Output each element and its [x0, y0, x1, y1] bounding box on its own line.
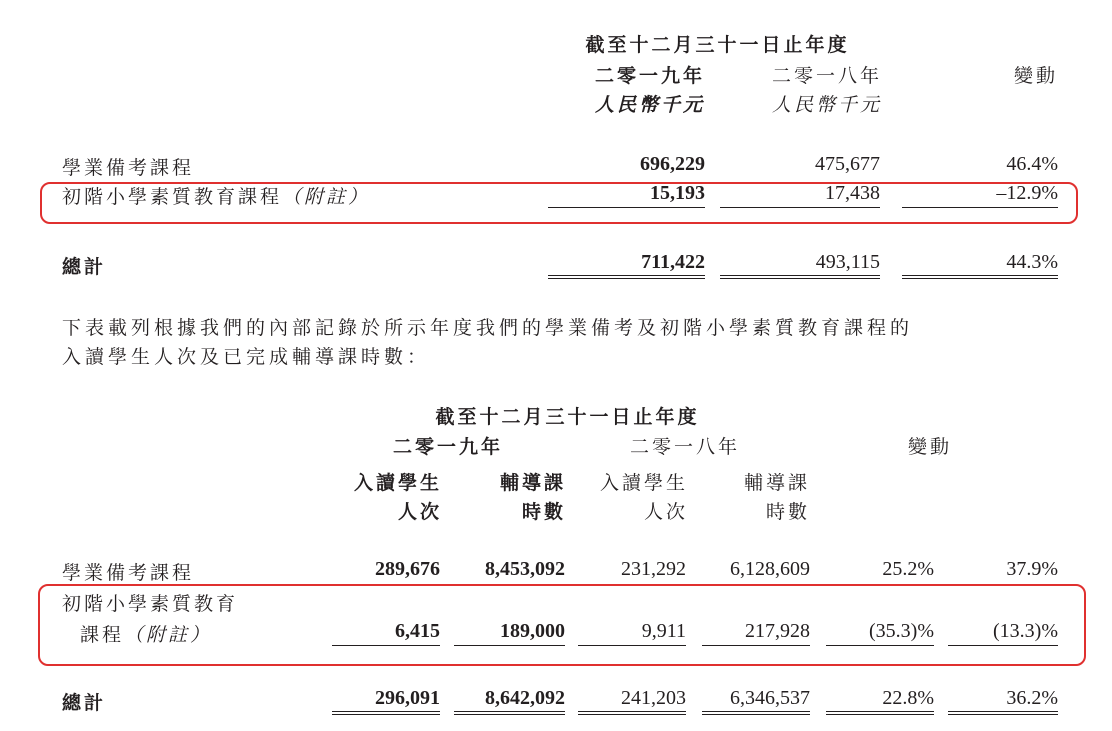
- t1-cell-change: –12.9%: [902, 182, 1058, 208]
- t2-total-label: 總計: [62, 692, 107, 714]
- t1-total-change: 44.3%: [902, 251, 1058, 279]
- t2-cell: 217,928: [702, 620, 810, 646]
- t1-cell-2019: 15,193: [548, 182, 705, 208]
- t2-hours-2018: 輔導課: [743, 472, 810, 494]
- t1-total-label: 總計: [62, 256, 107, 278]
- t2-cell: 289,676: [375, 558, 440, 580]
- t2-cell: (35.3)%: [826, 620, 934, 646]
- t1-unit-2018: 人民幣千元: [771, 94, 882, 116]
- t2-cell: 8,453,092: [485, 558, 565, 580]
- t1-cell-2018: 17,438: [720, 182, 880, 208]
- highlight-box: [40, 182, 1078, 224]
- t1-col-2019: 二零一九年: [594, 65, 705, 87]
- paragraph-line-1: 下表載列根據我們的內部記錄於所示年度我們的學業備考及初階小學素質教育課程的: [62, 317, 914, 339]
- t2-total-cell: 36.2%: [948, 687, 1058, 715]
- t2-total-cell: 22.8%: [826, 687, 934, 715]
- t2-cell: 25.2%: [882, 558, 934, 580]
- t2-cell: 189,000: [454, 620, 565, 646]
- t1-cell-2018: 475,677: [815, 153, 880, 175]
- t2-enrol-2018-l2: 人次: [643, 501, 688, 523]
- t2-total-cell: 6,346,537: [702, 687, 810, 715]
- t1-total-2019: 711,422: [548, 251, 705, 279]
- t2-hours-2019: 輔導課: [499, 472, 566, 494]
- t2-hours-2018-l2: 時數: [765, 501, 810, 523]
- t1-row-label: 學業備考課程: [62, 157, 195, 179]
- t2-hours-2019-l2: 時數: [521, 501, 566, 523]
- t1-period-header: 截至十二月三十一日止年度: [585, 34, 850, 56]
- t2-total-cell: 241,203: [578, 687, 686, 715]
- note-label: （附註）: [124, 624, 213, 646]
- t2-enrol-2018: 入讀學生: [599, 472, 688, 494]
- t2-total-cell: 296,091: [332, 687, 440, 715]
- t1-unit-2019: 人民幣千元: [594, 94, 705, 116]
- t2-cell: (13.3)%: [948, 620, 1058, 646]
- t2-cell: 9,911: [578, 620, 686, 646]
- t2-row-label: 學業備考課程: [62, 562, 195, 584]
- highlight-box: [38, 584, 1086, 666]
- t2-cell: 6,128,609: [730, 558, 810, 580]
- t2-enrol-2019-l2: 人次: [397, 501, 442, 523]
- t2-row-label-line1: 初階小學素質教育: [62, 593, 239, 615]
- t1-cell-2019: 696,229: [640, 153, 705, 175]
- t2-cell: 6,415: [332, 620, 440, 646]
- t1-col-2018: 二零一八年: [771, 65, 882, 87]
- t2-year-2018: 二零一八年: [629, 436, 740, 458]
- t2-period-header: 截至十二月三十一日止年度: [435, 406, 700, 428]
- t1-cell-change: 46.4%: [1006, 153, 1058, 175]
- t1-row-label: 初階小學素質教育課程（附註）: [62, 186, 371, 208]
- t2-change: 變動: [907, 436, 952, 458]
- t2-enrol-2019: 入讀學生: [353, 472, 442, 494]
- note-label: （附註）: [282, 186, 371, 208]
- t2-cell: 37.9%: [1006, 558, 1058, 580]
- paragraph-line-2: 入讀學生人次及已完成輔導課時數：: [62, 346, 431, 368]
- t2-total-cell: 8,642,092: [454, 687, 565, 715]
- t2-row-label-line2: 課程（附註）: [80, 624, 213, 646]
- t2-year-2019: 二零一九年: [392, 436, 503, 458]
- t1-col-change: 變動: [1013, 65, 1058, 87]
- t2-cell: 231,292: [621, 558, 686, 580]
- t1-total-2018: 493,115: [720, 251, 880, 279]
